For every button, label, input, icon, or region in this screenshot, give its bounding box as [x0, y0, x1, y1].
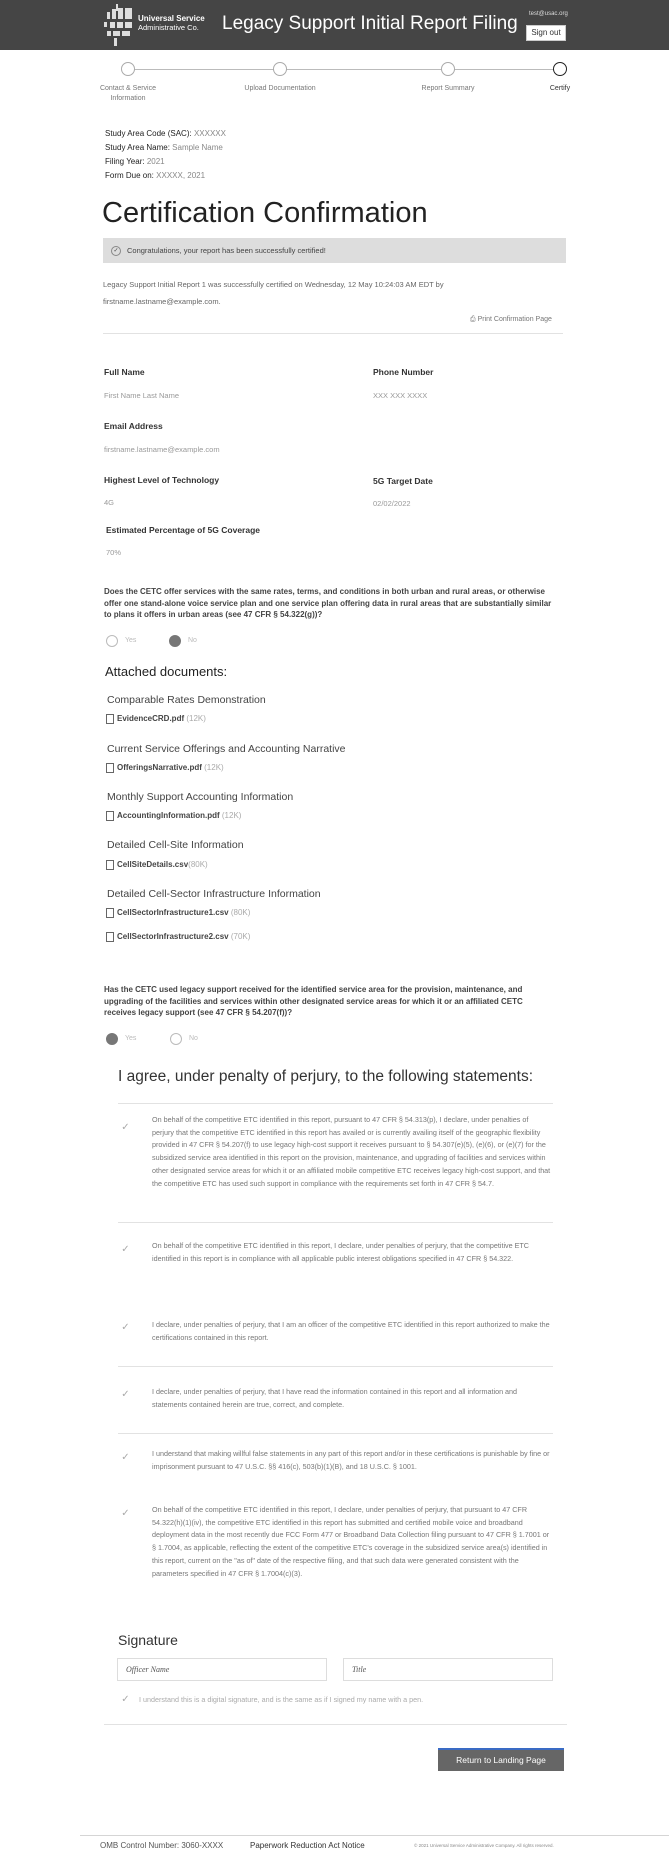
statement-text: On behalf of the competitive ETC identified in this report, I declare, under penalties of perjury, that pursuant to 47 CFR 54.322(h)(1)(iv), the competitive ETC identified in this report has submitted and certified mobile voice and broadband deployment data in the most recently due FCC Form 477 or Broadband Data Collection filing pursuant to 47 CFR § 1.7001 or § 1.7004, as applicable, reflecting the extent of the competitive ETC's coverage in the subsidized service area(s) identified in this report, current on the "as of" date of the respective filing, and that such data were generated consistent with the parameters specified in 47 CFR § 1.7004(c)(3).: [152, 1505, 550, 1578]
question-comparable-rates: Does the CETC offer services with the same rates, terms, and conditions in both urban and rural areas, or otherwise offer one stand-alone voice service plan and one service plan offering data in rural areas that are substantially similar to plans it offers in urban areas (see 47 CFR § 54.322(g))?: [104, 587, 552, 619]
divider: [118, 1433, 553, 1434]
file-icon: [106, 860, 114, 870]
question-legacy-support: Has the CETC used legacy support received for the identified service area for the provision, maintenance, and upgrading of the facilities and services within other designated service areas for which it or an affiliated CETC receives legacy support (see 47 CFR § 54.207(f))?: [104, 985, 523, 1017]
radio-yes[interactable]: [106, 635, 118, 647]
divider: [118, 1366, 553, 1367]
statement-text: On behalf of the competitive ETC identified in this report, I declare, under penalties of perjury, that the competitive ETC identified in this report is in compliance with all applicable public interest obligations specified in 47 CFR § 54.322.: [152, 1241, 530, 1263]
file-link[interactable]: CellSectorInfrastructure2.csv (70K): [106, 932, 250, 942]
radio-yes-label: Yes: [125, 637, 137, 644]
confirmation-text: Legacy Support Initial Report 1 was successfully certified on Wednesday, 12 May 10:24:03 AM EDT by firstname.lastname@example.com.: [103, 280, 444, 306]
step-contact[interactable]: [121, 62, 135, 76]
coverage-value: 70%: [106, 548, 122, 557]
signature-heading: Signature: [118, 1632, 178, 1648]
paperwork-reduction-link[interactable]: Paperwork Reduction Act Notice: [250, 1841, 365, 1850]
doc-group-title: Detailed Cell-Site Information: [107, 839, 244, 851]
statement-checkbox[interactable]: ✓: [121, 1322, 130, 1333]
file-icon: [106, 714, 114, 724]
sign-out-button[interactable]: Sign out: [526, 25, 566, 41]
statement-checkbox[interactable]: ✓: [121, 1452, 130, 1463]
statement-text: I declare, under penalties of perjury, that I have read the information contained in this report and all information and statements contained herein are true, correct, and complete.: [152, 1387, 518, 1409]
step-label: Certify: [549, 85, 571, 92]
statement-checkbox[interactable]: ✓: [121, 1122, 130, 1133]
technology-value: 4G: [104, 498, 115, 507]
technology-label: Highest Level of Technology: [104, 475, 220, 485]
step-label: Upload Documentation: [244, 85, 316, 92]
coverage-label: Estimated Percentage of 5G Coverage: [106, 525, 261, 535]
app-title: Legacy Support Initial Report Filing: [222, 13, 518, 34]
usac-logo-icon: [104, 4, 134, 46]
step-certify[interactable]: [553, 62, 567, 76]
divider: [118, 1103, 553, 1104]
step-upload[interactable]: [273, 62, 287, 76]
signature-ack-text: I understand this is a digital signature, and is the same as if I signed my name with a pen.: [139, 1695, 424, 1704]
radio-no[interactable]: [170, 1033, 182, 1045]
brand-name: Universal Service Administrative Co.: [138, 14, 205, 32]
step-summary[interactable]: [441, 62, 455, 76]
title-input[interactable]: Title: [343, 1658, 553, 1681]
copyright: © 2021 Universal Service Administrative Company. All rights reserved.: [414, 1843, 554, 1848]
success-banner: ✓ Congratulations, your report has been successfully certified!: [103, 238, 566, 263]
stepper-track: [128, 69, 560, 70]
user-email: test@usac.org: [529, 11, 568, 17]
file-link[interactable]: CellSectorInfrastructure1.csv (80K): [106, 908, 250, 918]
signature-ack-checkbox[interactable]: ✓: [121, 1694, 130, 1705]
statement-checkbox[interactable]: ✓: [121, 1244, 130, 1255]
doc-group-title: Monthly Support Accounting Information: [107, 791, 294, 803]
full-name-label: Full Name: [104, 367, 145, 377]
radio-yes[interactable]: [106, 1033, 118, 1045]
target-date-value: 02/02/2022: [373, 499, 411, 508]
statement-checkbox[interactable]: ✓: [121, 1508, 130, 1519]
statement-text: On behalf of the competitive ETC identified in this report, pursuant to 47 CFR § 54.313(p), I declare, under penalties of perjury that the competitive ETC identified in this report has availed or is currently availing itself of the geographic flexibility provided in 47 CFR § 54.207(f) to use legacy high-cost support it receives pursuant to § 54.307(e)(5), (e)(6), or (e)(7) for the subsidized service area identified in this report on the provision, maintenance, and upgrading of facilities and services within other designated service areas for which it or an affiliated mobile competitive ETC receives legacy high-cost support, and that the competitive ETC has used such support in compliance with the requirements set forth in 47 CFR § 54.7.: [152, 1115, 551, 1188]
print-confirmation-link[interactable]: ⎙ Print Confirmation Page: [470, 316, 552, 323]
email-label: Email Address: [104, 421, 163, 431]
omb-control-number: OMB Control Number: 3060-XXXX: [100, 1841, 224, 1850]
divider: [103, 333, 563, 334]
step-label: Report Summary: [421, 85, 475, 92]
file-link[interactable]: OfferingsNarrative.pdf (12K): [106, 763, 224, 773]
statement-checkbox[interactable]: ✓: [121, 1389, 130, 1400]
radio-no[interactable]: [169, 635, 181, 647]
email-value: firstname.lastname@example.com: [104, 445, 220, 454]
file-link[interactable]: EvidenceCRD.pdf (12K): [106, 714, 206, 724]
file-link[interactable]: CellSiteDetails.csv(80K): [106, 860, 208, 870]
file-icon: [106, 932, 114, 942]
file-link[interactable]: AccountingInformation.pdf (12K): [106, 811, 241, 821]
footer-divider: [80, 1835, 669, 1836]
file-icon: [106, 908, 114, 918]
page-title: Certification Confirmation: [102, 197, 428, 229]
radio-no-label: No: [188, 637, 197, 644]
check-circle-icon: ✓: [111, 246, 121, 256]
officer-name-input[interactable]: Officer Name: [117, 1658, 327, 1681]
step-label: Contact & Service Information: [99, 85, 157, 102]
attachments-heading: Attached documents:: [105, 664, 228, 679]
printer-icon: ⎙: [470, 316, 476, 323]
phone-value: XXX XXX XXXX: [373, 391, 428, 400]
radio-yes-label: Yes: [125, 1035, 137, 1042]
file-icon: [106, 811, 114, 821]
phone-label: Phone Number: [373, 367, 434, 377]
divider: [118, 1222, 553, 1223]
doc-group-title: Comparable Rates Demonstration: [107, 694, 266, 706]
doc-group-title: Current Service Offerings and Accounting Narrative: [107, 743, 346, 755]
file-icon: [106, 763, 114, 773]
statement-text: I understand that making willful false statements in any part of this report and/or in these certifications is punishable by fine or imprisonment pursuant to 47 U.S.C. §§ 416(c), 503(b)(1)(B), and 18 U.S.C. § 1001.: [152, 1449, 550, 1471]
agree-heading: I agree, under penalty of perjury, to the following statements:: [118, 1068, 534, 1085]
target-date-label: 5G Target Date: [373, 476, 433, 486]
app-header: [0, 0, 669, 50]
divider: [104, 1724, 567, 1725]
return-to-landing-button[interactable]: Return to Landing Page: [438, 1748, 564, 1771]
radio-no-label: No: [189, 1035, 198, 1042]
doc-group-title: Detailed Cell-Sector Infrastructure Information: [107, 888, 321, 900]
filing-info: Study Area Code (SAC): XXXXXX Study Area Name: Sample Name Filing Year: 2021 Form Due on: XXXXX, 2021: [105, 129, 226, 180]
statement-text: I declare, under penalties of perjury, that I am an officer of the competitive ETC identified in this report authorized to make the certifications contained in this report.: [152, 1320, 550, 1342]
full-name-value: First Name Last Name: [104, 391, 180, 400]
